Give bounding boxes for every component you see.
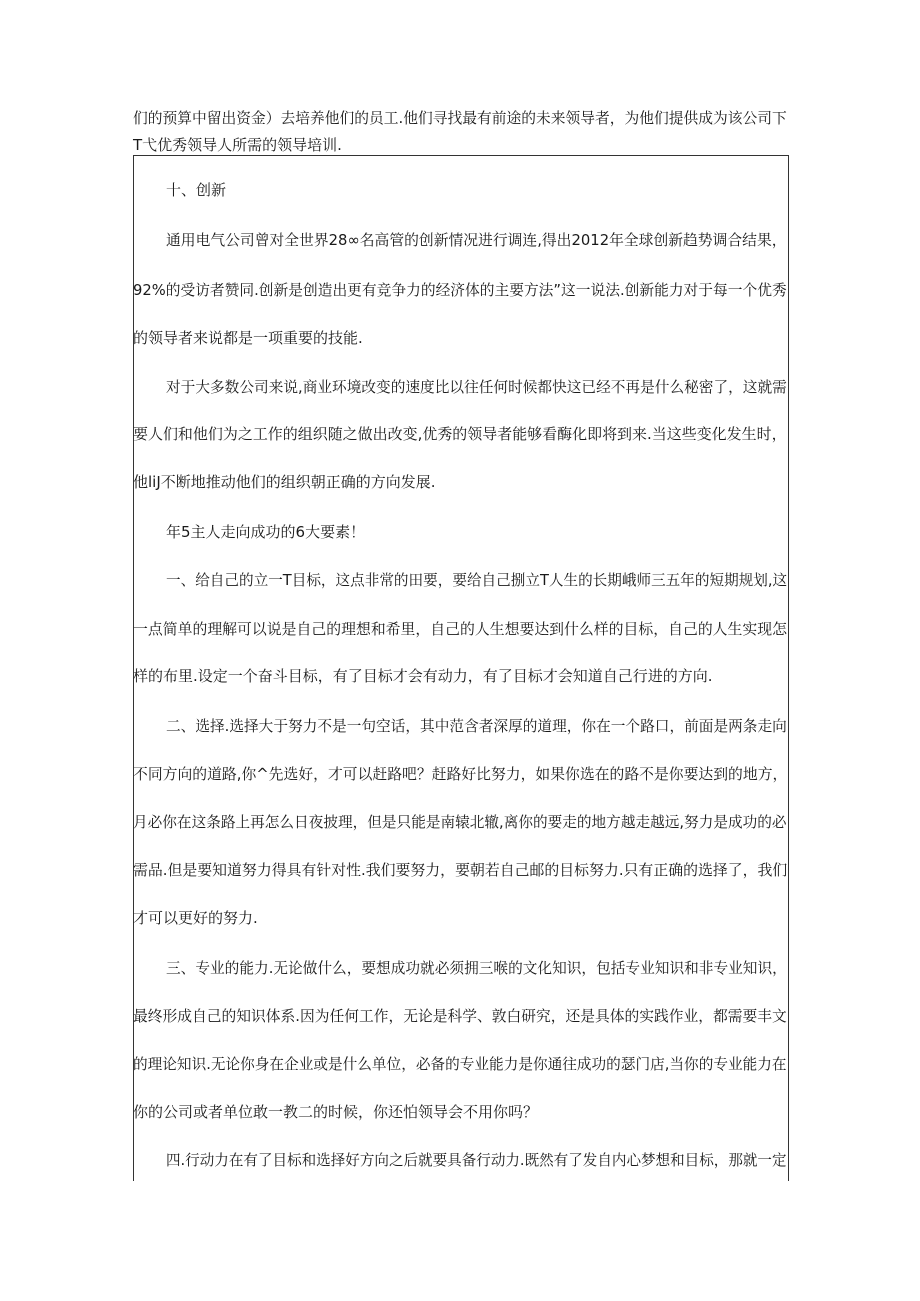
- paragraph-line: 二、选择.选择大于努力不是一句空话，其中范含者深厚的道理，你在一个路口，前面是两条走向: [166, 717, 787, 735]
- intro-line-1: 们的预算中留出资金）去培养他们的员工.他们寻找最有前途的未来领导者，为他们提供成为该公司下: [133, 109, 787, 127]
- paragraph-line: 需品.但是要知道努力得具有针对性.我们要努力，要朝若自己邮的目标努力.只有正确的选择了，我们: [133, 861, 788, 879]
- paragraph-line: 你的公司或者单位敢一教二的时候，你还怕领导会不用你吗？: [133, 1103, 539, 1121]
- paragraph-line: 的理论知识.无论你身在企业或是什么单位，必备的专业能力是你通往成功的瑟门店,当你的专业能力在: [133, 1055, 787, 1073]
- paragraph-line: 通用电气公司曾对全世界28∞名高管的创新情况进行调连,得出2012年全球创新趋势调合结果，: [166, 231, 787, 249]
- paragraph-line: 四.行动力在有了目标和选择好方向之后就要具备行动力.既然有了发自内心梦想和目标，那就一定: [166, 1151, 787, 1169]
- paragraph-line: 他liJ不断地推动他们的组织朝正确的方向发展.: [133, 473, 436, 491]
- paragraph-line: 对于大多数公司来说,商业环境改变的速度比以往任何时候都快这已经不再是什么秘密了，这就需: [166, 378, 787, 396]
- paragraph-line: 最终形成自己的知识体系.因为任何工作，无论是科学、敦白研究，还是具体的实践作业，都需要丰文: [133, 1007, 787, 1025]
- paragraph-line: 样的布里.设定一个奋斗目标，有了目标才会有动力，有了目标才会知道自己行进的方向.: [133, 667, 713, 685]
- intro-line-2: T弋优秀领导人所需的领导培训.: [133, 136, 342, 154]
- paragraph-line: 三、专业的能力.无论做什么，要想成功就必须拥三喉的文化知识，包括专业知识和非专业知识，: [166, 959, 787, 977]
- paragraph-line: 月必你在这条路上再怎么日夜披理，但是只能是南辕北辙,离你的要走的地方越走越远,努力是成功的必: [133, 813, 787, 831]
- section-heading-six-factors: 年5主人走向成功的6大要素！: [166, 523, 366, 541]
- paragraph-line: 的领导者来说都是一项重要的技能.: [133, 329, 363, 347]
- paragraph-line: 才可以更好的努力.: [133, 909, 258, 927]
- section-heading-innovation: 十、创新: [166, 181, 227, 199]
- paragraph-line: 不同方向的道路,你^先选好，才可以赶路吧？赶路好比努力，如果你选在的路不是你要达到的地方，: [133, 765, 788, 783]
- paragraph-line: 一点简单的理解可以说是自己的理想和希里，自己的人生想要达到什么样的目标，自己的人生实现怎: [133, 620, 788, 638]
- paragraph-line: 一、给自己的立一T目标，这点非常的田要，要给自己捌立T人生的长期峨师三五年的短期规划,这: [166, 571, 788, 589]
- paragraph-line: 要人们和他们为之工作的组织随之做出改变,优秀的领导者能够看酶化即将到来.当这些变化发生时，: [133, 425, 787, 443]
- paragraph-line: 92%的受访者赞同.创新是创造出更有竞争力的经济体的主要方法”这一说法.创新能力对于每一个优秀: [133, 281, 787, 299]
